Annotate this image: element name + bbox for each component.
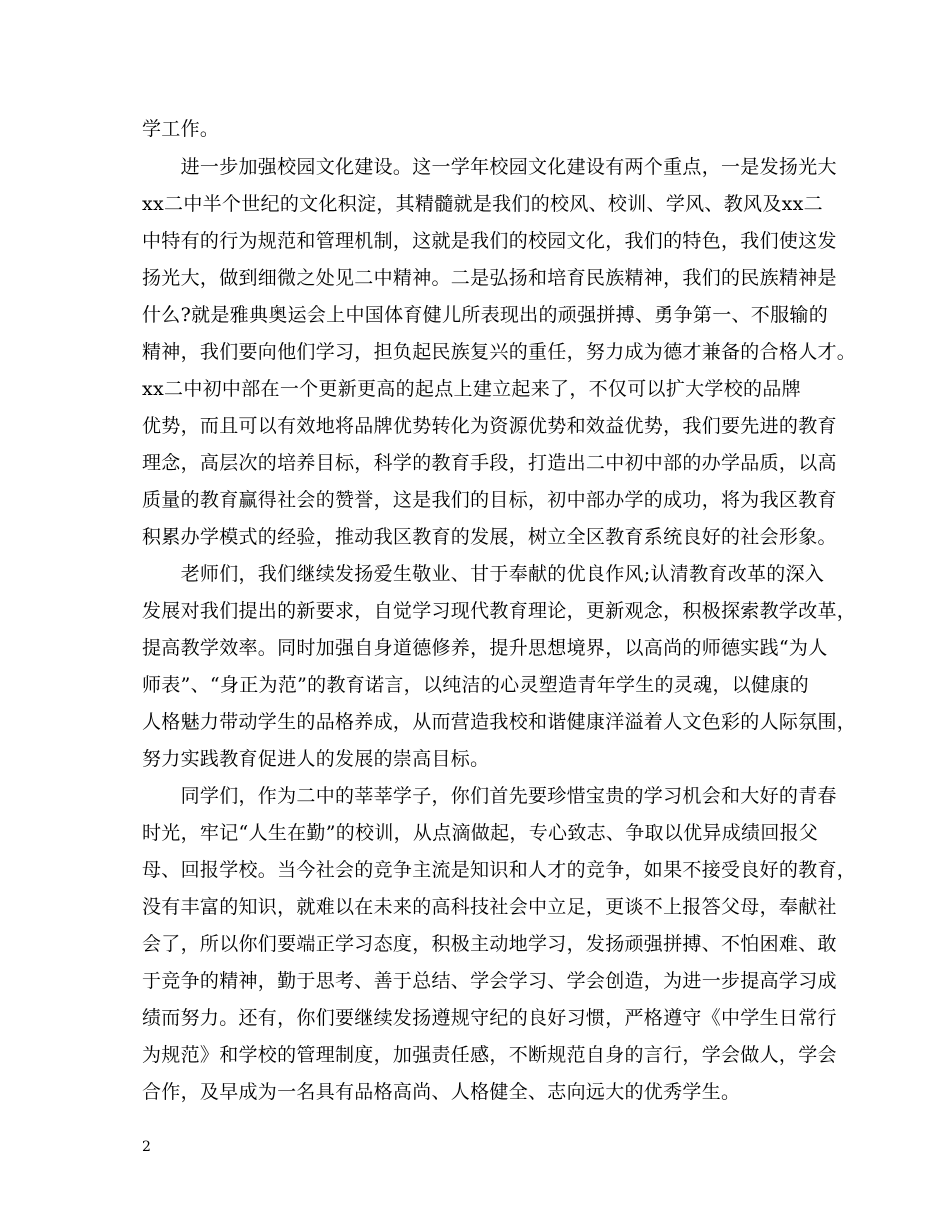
text-line: 努力实践教育促进人的发展的崇高目标。 (142, 748, 490, 770)
text-line: 绩而努力。还有，你们要继续发扬遵规守纪的良好习惯，严格遵守《中学生日常行 (142, 1007, 837, 1029)
text-line: 师表”、“身正为范”的教育诺言，以纯洁的心灵塑造青年学生的灵魂，以健康的 (142, 674, 809, 696)
text-line: 同学们，作为二中的莘莘学子，你们首先要珍惜宝贵的学习机会和大好的青春 (142, 785, 837, 807)
page-number: 2 (142, 1139, 151, 1155)
text-line: 质量的教育赢得社会的赞誉，这是我们的目标，初中部办学的成功，将为我区教育 (142, 489, 837, 511)
text-line: 时光，牢记“人生在勤”的校训，从点滴做起，专心致志、争取以优异成绩回报父 (142, 822, 819, 844)
text-line: 合作，及早成为一名具有品格高尚、人格健全、志向远大的优秀学生。 (142, 1081, 741, 1103)
text-line: 提高教学效率。同时加强自身道德修养，提升思想境界，以高尚的师德实践“为人 (142, 637, 828, 659)
text-line: 学工作。 (142, 118, 220, 140)
text-line: xx二中半个世纪的文化积淀，其精髓就是我们的校风、校训、学风、教风及xx二 (142, 193, 823, 215)
text-line: 会了，所以你们要端正学习态度，积极主动地学习，发扬顽强拼搏、不怕困难、敢 (142, 933, 837, 955)
text-line: 理念，高层次的培养目标，科学的教育手段，打造出二中初中部的办学品质，以高 (142, 452, 837, 474)
text-line: 没有丰富的知识，就难以在未来的高科技社会中立足，更谈不上报答父母，奉献社 (142, 896, 837, 918)
text-line: 中特有的行为规范和管理机制，这就是我们的校园文化，我们的特色，我们使这发 (142, 230, 837, 252)
text-line: 于竞争的精神，勤于思考、善于总结、学会学习、学会创造，为进一步提高学习成 (142, 970, 837, 992)
text-line: 母、回报学校。当今社会的竞争主流是知识和人才的竞争，如果不接受良好的教育， (142, 859, 857, 881)
text-line: 进一步加强校园文化建设。这一学年校园文化建设有两个重点，一是发扬光大 (142, 156, 837, 178)
text-line: 扬光大，做到细微之处见二中精神。二是弘扬和培育民族精神，我们的民族精神是 (142, 267, 837, 289)
text-line: 积累办学模式的经验，推动我区教育的发展，树立全区教育系统良好的社会形象。 (142, 526, 837, 548)
text-line: 为规范》和学校的管理制度，加强责任感，不断规范自身的言行，学会做人，学会 (142, 1044, 837, 1066)
text-line: 发展对我们提出的新要求，自觉学习现代教育理论，更新观念，积极探索教学改革， (142, 600, 857, 622)
text-line: 优势，而且可以有效地将品牌优势转化为资源优势和效益优势，我们要先进的教育 (142, 415, 837, 437)
text-line: 精神，我们要向他们学习，担负起民族复兴的重任，努力成为德才兼备的合格人才。 (142, 341, 857, 363)
text-line: xx二中初中部在一个更新更高的起点上建立起来了，不仅可以扩大学校的品牌 (142, 378, 801, 400)
text-line: 什么?就是雅典奥运会上中国体育健儿所表现出的顽强拼搏、勇争第一、不服输的 (142, 304, 828, 326)
text-line: 老师们，我们继续发扬爱生敬业、甘于奉献的优良作风;认清教育改革的深入 (142, 563, 825, 585)
text-line: 人格魅力带动学生的品格养成，从而营造我校和谐健康洋溢着人文色彩的人际氛围， (142, 711, 857, 733)
